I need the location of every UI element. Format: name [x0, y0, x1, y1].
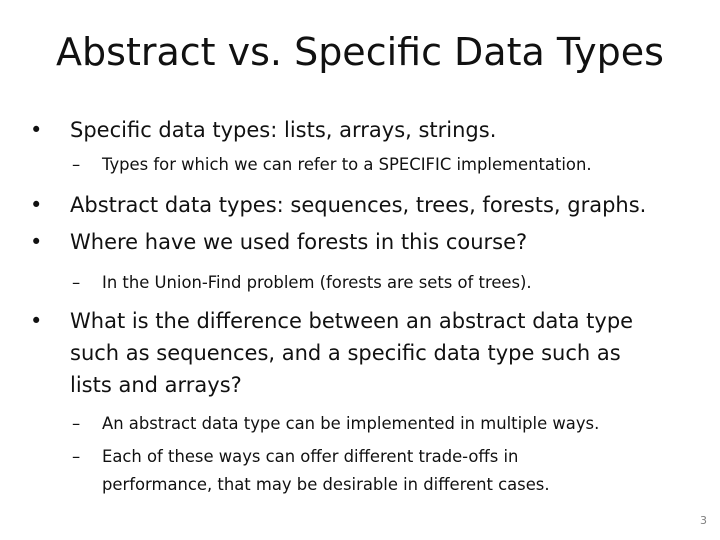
- sub-bullet-text: In the Union-Find problem (forests are sets of trees).: [102, 273, 532, 292]
- bullet-text-continued: lists and arrays?: [70, 373, 242, 397]
- sub-bullet-text: An abstract data type can be implemented in multiple ways.: [102, 414, 600, 433]
- bullet-text: What is the difference between an abstract data type: [70, 309, 634, 333]
- sub-bullet-item: [72, 155, 592, 176]
- sub-bullet-item: [72, 273, 532, 294]
- sub-bullet-item: [72, 414, 600, 435]
- bullet-item: [30, 192, 647, 218]
- sub-bullet-marker: –: [72, 447, 81, 466]
- sub-bullet-marker: –: [72, 273, 81, 292]
- bullet-marker: •: [30, 118, 43, 142]
- bullet-item: [30, 117, 497, 143]
- bullet-marker: •: [30, 230, 43, 254]
- page-number: 3: [700, 514, 707, 527]
- sub-bullet-marker: –: [72, 155, 81, 174]
- bullet-item: [30, 229, 528, 255]
- bullet-text-continued: such as sequences, and a specific data type such as: [70, 341, 621, 365]
- sub-bullet-text: Types for which we can refer to a SPECIFIC implementation.: [102, 155, 592, 174]
- slide-title: Abstract vs. Specific Data Types: [56, 30, 664, 74]
- sub-bullet-marker: –: [72, 414, 81, 433]
- bullet-text: Specific data types: lists, arrays, strings.: [70, 118, 497, 142]
- sub-bullet-text: Each of these ways can offer different trade-offs in: [102, 447, 519, 466]
- bullet-text: Abstract data types: sequences, trees, forests, graphs.: [70, 193, 647, 217]
- bullet-text: Where have we used forests in this course?: [70, 230, 528, 254]
- sub-bullet-text-continued: performance, that may be desirable in different cases.: [102, 475, 550, 494]
- bullet-marker: •: [30, 309, 43, 333]
- sub-bullet-item: [72, 447, 519, 468]
- bullet-item: [30, 308, 634, 334]
- bullet-marker: •: [30, 193, 43, 217]
